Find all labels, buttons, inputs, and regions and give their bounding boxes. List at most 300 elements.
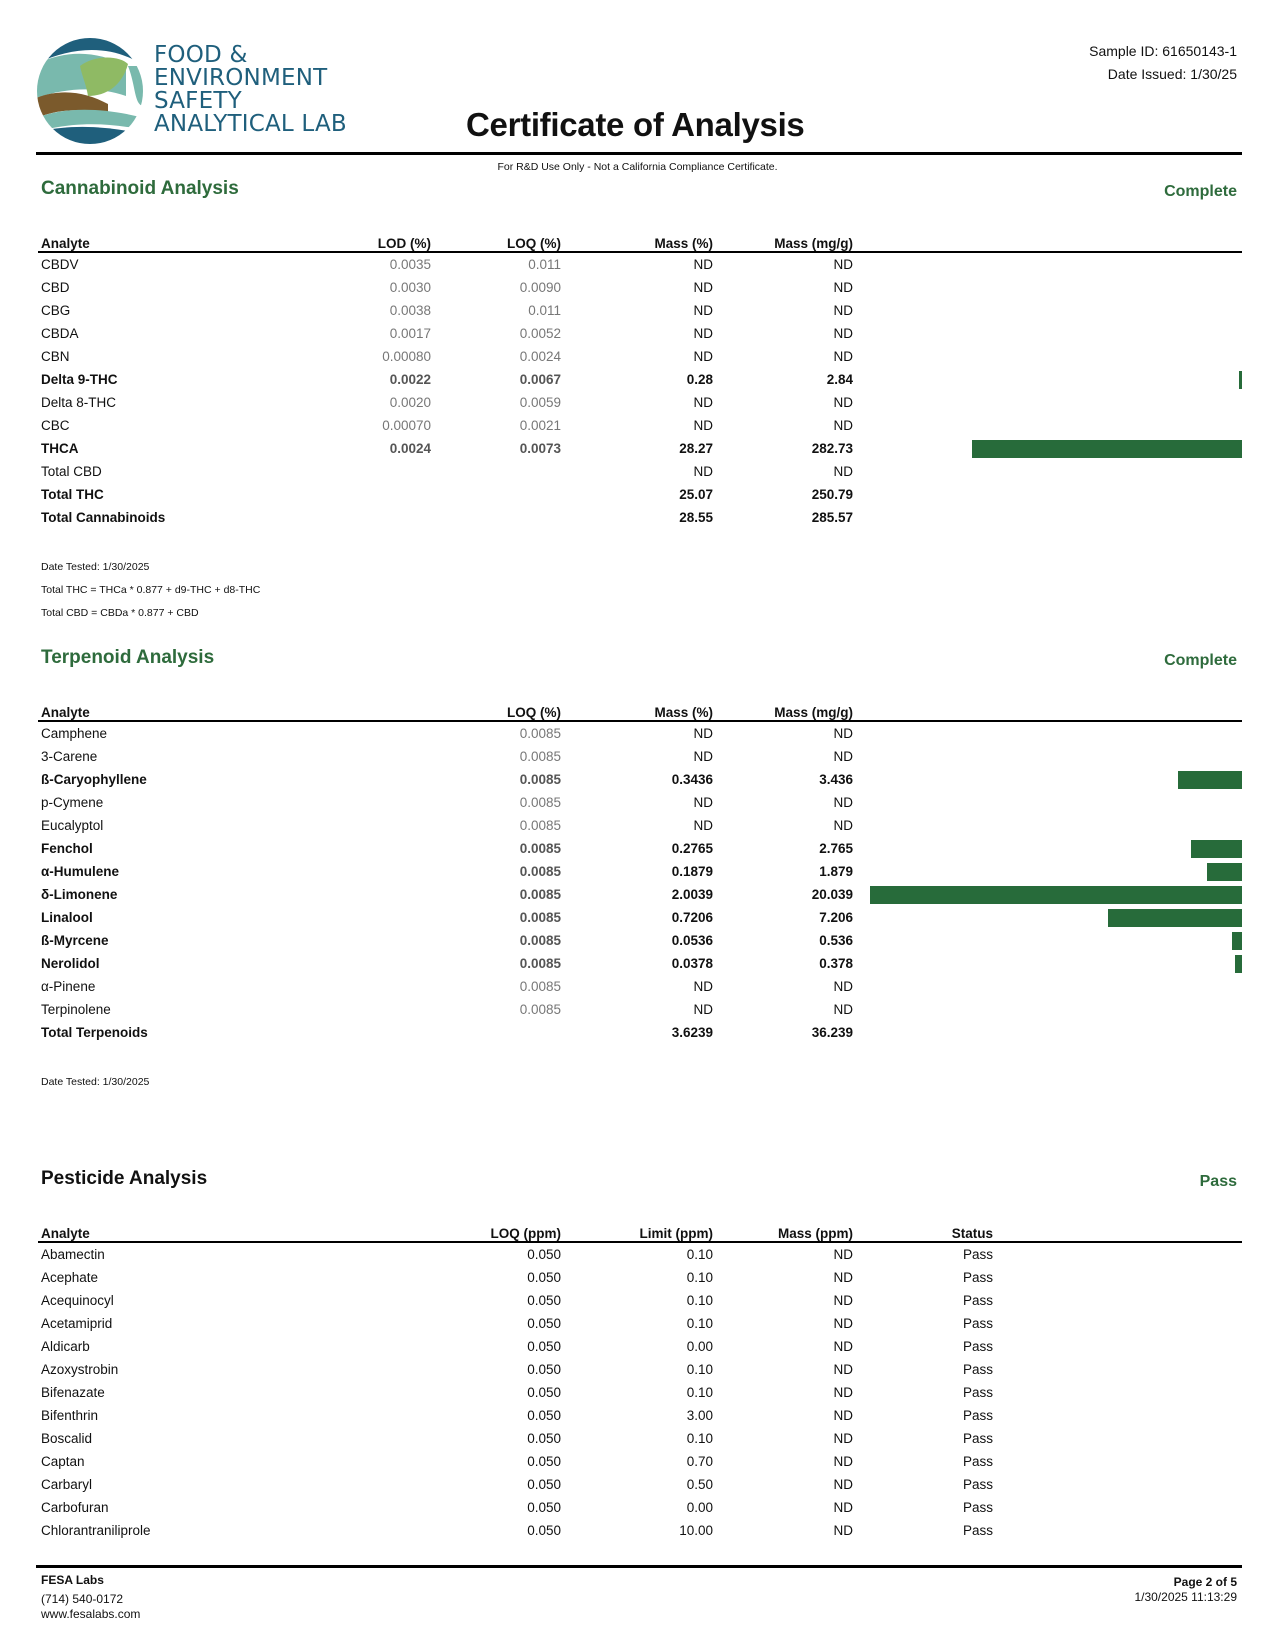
mass-percent: 2.0039: [671, 887, 713, 902]
bar-cell: [853, 437, 1242, 460]
mass-mg-per-g: 282.73: [811, 441, 853, 456]
sample-meta: [1089, 40, 1237, 86]
cannabinoid-bar: [1239, 371, 1242, 389]
bar-cell: [853, 506, 1242, 529]
status-value: Pass: [962, 1293, 993, 1308]
mass-mg-per-g: ND: [833, 726, 853, 741]
loq-value: 0.050: [527, 1293, 561, 1308]
loq-value: 0.0085: [519, 979, 561, 994]
terpenoid-bar: [1232, 932, 1242, 950]
cannabinoid-title: Cannabinoid Analysis: [41, 178, 239, 199]
cannabinoid-row: [38, 483, 1242, 506]
mass-mg-per-g: ND: [833, 418, 853, 433]
bar-cell: [853, 883, 1242, 906]
cannabinoid-row: [38, 368, 1242, 391]
bar-cell: [853, 929, 1242, 952]
mass-mg-per-g: ND: [833, 349, 853, 364]
status-value: Pass: [962, 1339, 993, 1354]
limit-value: 0.10: [686, 1385, 713, 1400]
lod-value: 0.0022: [389, 372, 431, 387]
analyte-name: CBDV: [41, 257, 79, 272]
analyte-name: 3-Carene: [41, 749, 98, 764]
bar-cell: [853, 791, 1242, 814]
mass-percent: ND: [693, 726, 713, 741]
limit-value: 0.10: [686, 1270, 713, 1285]
cannabinoid-table: [38, 229, 1242, 529]
mass-value: ND: [833, 1385, 853, 1400]
lod-value: 0.0030: [389, 280, 431, 295]
mass-percent: ND: [693, 280, 713, 295]
mass-value: ND: [833, 1316, 853, 1331]
terpenoid-row: [38, 929, 1242, 952]
status-value: Pass: [962, 1408, 993, 1423]
mass-mg-per-g: 2.84: [826, 372, 853, 387]
col-header: Mass (ppm): [713, 1219, 853, 1242]
analyte-name: Carbaryl: [41, 1477, 93, 1492]
mass-percent: 0.1879: [671, 864, 713, 879]
mass-mg-per-g: ND: [833, 326, 853, 341]
loq-value: 0.0085: [519, 726, 561, 741]
spacer: [993, 1427, 1242, 1450]
mass-mg-per-g: 285.57: [811, 510, 853, 525]
mass-value: ND: [833, 1477, 853, 1492]
status-value: Pass: [962, 1523, 993, 1538]
limit-value: 0.00: [686, 1339, 713, 1354]
pesticide-row: [38, 1381, 1242, 1404]
bar-cell: [853, 837, 1242, 860]
bar-cell: [853, 745, 1242, 768]
loq-value: 0.050: [527, 1270, 561, 1285]
mass-mg-per-g: ND: [833, 749, 853, 764]
analyte-name: Delta 9-THC: [41, 372, 118, 387]
mass-mg-per-g: ND: [833, 795, 853, 810]
mass-percent: ND: [693, 349, 713, 364]
mass-mg-per-g: ND: [833, 1002, 853, 1017]
pesticide-row: [38, 1404, 1242, 1427]
analyte-name: THCA: [41, 441, 79, 456]
footer-right: [1134, 1575, 1237, 1605]
spacer: [993, 1450, 1242, 1473]
loq-value: 0.0085: [519, 818, 561, 833]
limit-value: 0.10: [686, 1293, 713, 1308]
pesticide-title: Pesticide Analysis: [41, 1168, 208, 1189]
mass-value: ND: [833, 1431, 853, 1446]
cannabinoid-bar: [972, 440, 1242, 458]
terpenoid-bar: [1178, 771, 1242, 789]
footer-company: FESA Labs: [41, 1573, 104, 1587]
mass-value: ND: [833, 1247, 853, 1262]
limit-value: 10.00: [679, 1523, 713, 1538]
status-value: Pass: [962, 1270, 993, 1285]
mass-percent: ND: [693, 818, 713, 833]
terpenoid-row: [38, 883, 1242, 906]
mass-mg-per-g: 0.536: [819, 933, 853, 948]
status-value: Pass: [962, 1454, 993, 1469]
limit-value: 0.70: [686, 1454, 713, 1469]
col-header-bar: [853, 698, 1242, 721]
col-header: Mass (mg/g): [713, 698, 853, 721]
lod-value: [348, 483, 431, 506]
mass-mg-per-g: ND: [833, 979, 853, 994]
status-value: Pass: [962, 1431, 993, 1446]
analyte-name: CBD: [41, 280, 70, 295]
loq-value: 0.0085: [519, 933, 561, 948]
cannabinoid-row: [38, 437, 1242, 460]
analyte-name: Chlorantraniliprole: [41, 1523, 151, 1538]
pesticide-row: [38, 1266, 1242, 1289]
logo-line: ANALYTICAL LAB: [154, 111, 347, 137]
bar-cell: [853, 345, 1242, 368]
header-divider: [36, 152, 1242, 155]
spacer: [993, 1335, 1242, 1358]
date-issued: Date Issued: 1/30/25: [1107, 66, 1237, 82]
analyte-name: Fenchol: [41, 841, 93, 856]
mass-mg-per-g: 36.239: [811, 1025, 853, 1040]
mass-mg-per-g: ND: [833, 818, 853, 833]
loq-value: 0.0085: [519, 887, 561, 902]
analyte-name: α-Humulene: [41, 864, 120, 879]
loq-value: [431, 483, 561, 506]
bar-cell: [853, 276, 1242, 299]
cannabinoid-row: [38, 345, 1242, 368]
col-header: Limit (ppm): [561, 1219, 713, 1242]
analyte-name: Camphene: [41, 726, 108, 741]
cannabinoid-status: Complete: [1164, 183, 1237, 200]
mass-mg-per-g: ND: [833, 303, 853, 318]
loq-value: 0.011: [528, 303, 561, 318]
loq-value: 0.050: [527, 1362, 561, 1377]
footer-website[interactable]: www.fesalabs.com: [41, 1607, 141, 1621]
terpenoid-bar: [1235, 955, 1242, 973]
spacer: [993, 1266, 1242, 1289]
mass-mg-per-g: 3.436: [819, 772, 853, 787]
loq-value: 0.050: [527, 1339, 561, 1354]
loq-value: 0.050: [527, 1500, 561, 1515]
terpenoid-row: [38, 814, 1242, 837]
loq-value: 0.050: [527, 1431, 561, 1446]
terpenoid-bar: [870, 886, 1242, 904]
bar-cell: [853, 299, 1242, 322]
mass-percent: ND: [693, 418, 713, 433]
logo-line: FOOD &: [154, 42, 248, 68]
mass-percent: 25.07: [679, 487, 713, 502]
col-header: Mass (%): [561, 698, 713, 721]
cannabinoid-row: [38, 299, 1242, 322]
loq-value: 0.0090: [519, 280, 561, 295]
pesticide-row: [38, 1289, 1242, 1312]
col-header: LOQ (%): [431, 698, 561, 721]
mass-mg-per-g: ND: [833, 395, 853, 410]
analyte-name: Total Cannabinoids: [41, 510, 166, 525]
table-header-row: [38, 229, 1242, 252]
analyte-name: CBN: [41, 349, 70, 364]
loq-value: 0.0024: [519, 349, 561, 364]
col-header-bar: [853, 229, 1242, 252]
loq-value: 0.0085: [519, 1002, 561, 1017]
status-value: Pass: [962, 1316, 993, 1331]
loq-value: 0.011: [528, 257, 561, 272]
limit-value: 0.10: [686, 1247, 713, 1262]
pesticide-row: [38, 1473, 1242, 1496]
col-header: LOQ (ppm): [431, 1219, 561, 1242]
analyte-name: Abamectin: [41, 1247, 105, 1262]
lod-value: 0.00080: [382, 349, 431, 364]
loq-value: 0.0085: [519, 956, 561, 971]
loq-value: 0.0085: [519, 772, 561, 787]
status-value: Pass: [962, 1477, 993, 1492]
cannabinoid-row: [38, 414, 1242, 437]
lod-value: 0.0035: [389, 257, 431, 272]
pesticide-row: [38, 1312, 1242, 1335]
analyte-name: Acequinocyl: [41, 1293, 114, 1308]
limit-value: 0.10: [686, 1431, 713, 1446]
analyte-name: CBDA: [41, 326, 79, 341]
terpenoid-bar: [1191, 840, 1242, 858]
loq-value: [431, 506, 561, 529]
mass-percent: 28.27: [679, 441, 713, 456]
terpenoid-row: [38, 906, 1242, 929]
bar-cell: [853, 952, 1242, 975]
bar-cell: [853, 975, 1242, 998]
bar-cell: [853, 998, 1242, 1021]
analyte-name: Acephate: [41, 1270, 99, 1285]
spacer: [993, 1519, 1242, 1542]
cannabinoid-row: [38, 391, 1242, 414]
lod-value: 0.0017: [389, 326, 431, 341]
bar-cell: [853, 814, 1242, 837]
analyte-name: Acetamiprid: [41, 1316, 113, 1331]
analyte-name: Terpinolene: [41, 1002, 111, 1017]
loq-value: 0.0021: [519, 418, 561, 433]
spacer: [993, 1496, 1242, 1519]
col-header: LOQ (%): [431, 229, 561, 252]
lod-value: 0.0024: [389, 441, 431, 456]
mass-percent: ND: [693, 1002, 713, 1017]
mass-mg-per-g: ND: [833, 464, 853, 479]
footer-divider: [36, 1565, 1242, 1568]
mass-percent: ND: [693, 979, 713, 994]
loq-value: 0.0085: [519, 795, 561, 810]
mass-percent: 3.6239: [671, 1025, 713, 1040]
terpenoid-row: [38, 791, 1242, 814]
analyte-name: Bifenazate: [41, 1385, 105, 1400]
analyte-name: CBC: [41, 418, 70, 433]
limit-value: 0.00: [686, 1500, 713, 1515]
terpenoid-row: [38, 745, 1242, 768]
bar-cell: [853, 860, 1242, 883]
bar-cell: [853, 252, 1242, 276]
page-title: Certificate of Analysis: [466, 106, 805, 143]
loq-value: 0.050: [527, 1477, 561, 1492]
analyte-name: ß-Myrcene: [41, 933, 109, 948]
terpenoid-row: [38, 975, 1242, 998]
analyte-name: Bifenthrin: [41, 1408, 99, 1423]
spacer: [993, 1289, 1242, 1312]
loq-value: 0.0085: [519, 910, 561, 925]
pesticide-row: [38, 1450, 1242, 1473]
loq-value: 0.050: [527, 1385, 561, 1400]
terpenoid-bar: [1108, 909, 1242, 927]
pesticide-row: [38, 1427, 1242, 1450]
cannabinoid-row: [38, 460, 1242, 483]
pesticide-status: Pass: [1199, 1173, 1237, 1190]
status-value: Pass: [962, 1362, 993, 1377]
analyte-name: Linalool: [41, 910, 93, 925]
mass-percent: 0.3436: [671, 772, 713, 787]
bar-cell: [853, 368, 1242, 391]
col-header: Analyte: [38, 698, 431, 721]
col-header: Mass (%): [561, 229, 713, 252]
col-header: Analyte: [38, 229, 348, 252]
terpenoid-row: [38, 952, 1242, 975]
bar-cell: [853, 1021, 1242, 1044]
analyte-name: CBG: [41, 303, 71, 318]
analyte-name: Carbofuran: [41, 1500, 109, 1515]
cannabinoid-row: [38, 322, 1242, 345]
mass-value: ND: [833, 1454, 853, 1469]
spacer: [993, 1312, 1242, 1335]
mass-percent: ND: [693, 326, 713, 341]
logo-line: ENVIRONMENT: [154, 65, 328, 91]
mass-value: ND: [833, 1408, 853, 1423]
loq-value: 0.0052: [519, 326, 561, 341]
loq-value: 0.0085: [519, 864, 561, 879]
terpenoid-title: Terpenoid Analysis: [41, 647, 215, 668]
analyte-name: Nerolidol: [41, 956, 100, 971]
mass-percent: ND: [693, 257, 713, 272]
loq-value: 0.050: [527, 1523, 561, 1538]
bar-cell: [853, 322, 1242, 345]
analyte-name: Azoxystrobin: [41, 1362, 119, 1377]
lod-value: 0.00070: [382, 418, 431, 433]
total-thc-formula: Total THC = THCa * 0.877 + d9-THC + d8-THC: [41, 584, 261, 596]
terpenoid-table: [38, 698, 1242, 1044]
lod-value: 0.0020: [389, 395, 431, 410]
table-header-row: [38, 1219, 1242, 1242]
mass-mg-per-g: 250.79: [811, 487, 853, 502]
mass-value: ND: [833, 1500, 853, 1515]
limit-value: 3.00: [686, 1408, 713, 1423]
mass-percent: ND: [693, 749, 713, 764]
spacer: [993, 1381, 1242, 1404]
col-header: LOD (%): [348, 229, 431, 252]
mass-mg-per-g: 2.765: [819, 841, 853, 856]
mass-percent: 0.7206: [671, 910, 713, 925]
spacer: [993, 1242, 1242, 1266]
analyte-name: Eucalyptol: [41, 818, 104, 833]
lod-value: 0.0038: [389, 303, 431, 318]
col-header: Analyte: [38, 1219, 431, 1242]
loq-value: 0.050: [527, 1454, 561, 1469]
cannabinoid-row: [38, 276, 1242, 299]
pesticide-row: [38, 1242, 1242, 1266]
status-value: Pass: [962, 1385, 993, 1400]
mass-mg-per-g: 1.879: [819, 864, 853, 879]
analyte-name: α-Pinene: [41, 979, 96, 994]
col-header: Mass (mg/g): [713, 229, 853, 252]
mass-percent: 0.0378: [671, 956, 713, 971]
bar-cell: [853, 906, 1242, 929]
limit-value: 0.10: [686, 1316, 713, 1331]
bar-cell: [853, 721, 1242, 745]
bar-cell: [853, 768, 1242, 791]
limit-value: 0.10: [686, 1362, 713, 1377]
footer-phone: (714) 540-0172: [41, 1592, 124, 1606]
loq-value: 0.050: [527, 1316, 561, 1331]
cannabinoid-date-tested: Date Tested: 1/30/2025: [41, 561, 150, 573]
analyte-name: Total Terpenoids: [41, 1025, 148, 1040]
pesticide-row: [38, 1519, 1242, 1542]
footer-left: [41, 1573, 140, 1622]
mass-percent: ND: [693, 464, 713, 479]
loq-value: 0.0067: [519, 372, 561, 387]
cannabinoid-row: [38, 506, 1242, 529]
terpenoid-row: [38, 860, 1242, 883]
terpenoid-date-tested: Date Tested: 1/30/2025: [41, 1076, 150, 1088]
bar-cell: [853, 483, 1242, 506]
analyte-name: Aldicarb: [41, 1339, 90, 1354]
footer-timestamp: 1/30/2025 11:13:29: [1134, 1590, 1237, 1604]
total-cbd-formula: Total CBD = CBDa * 0.877 + CBD: [41, 607, 199, 619]
mass-mg-per-g: ND: [833, 280, 853, 295]
mass-percent: 28.55: [679, 510, 713, 525]
lod-value: [348, 506, 431, 529]
mass-percent: 0.28: [686, 372, 713, 387]
analyte-name: Delta 8-THC: [41, 395, 117, 410]
mass-percent: 0.0536: [671, 933, 713, 948]
mass-value: ND: [833, 1293, 853, 1308]
col-header: Status: [853, 1219, 993, 1242]
loq-value: 0.050: [527, 1247, 561, 1262]
analyte-name: Boscalid: [41, 1431, 93, 1446]
mass-value: ND: [833, 1523, 853, 1538]
mass-value: ND: [833, 1270, 853, 1285]
pesticide-row: [38, 1335, 1242, 1358]
col-header-spacer: [993, 1219, 1242, 1242]
terpenoid-row: [38, 1021, 1242, 1044]
loq-value: 0.0059: [519, 395, 561, 410]
mass-percent: ND: [693, 303, 713, 318]
disclaimer: For R&D Use Only - Not a California Compliance Certificate.: [497, 161, 778, 173]
lab-logo-text: [154, 44, 347, 136]
bar-cell: [853, 414, 1242, 437]
status-value: Pass: [962, 1500, 993, 1515]
terpenoid-row: [38, 998, 1242, 1021]
spacer: [993, 1404, 1242, 1427]
pesticide-row: [38, 1496, 1242, 1519]
terpenoid-row: [38, 721, 1242, 745]
mass-mg-per-g: 20.039: [811, 887, 853, 902]
loq-value: [431, 460, 561, 483]
analyte-name: ß-Caryophyllene: [41, 772, 147, 787]
mass-value: ND: [833, 1339, 853, 1354]
mass-percent: ND: [693, 395, 713, 410]
analyte-name: δ-Limonene: [41, 887, 118, 902]
mass-mg-per-g: 0.378: [819, 956, 853, 971]
spacer: [993, 1473, 1242, 1496]
limit-value: 0.50: [686, 1477, 713, 1492]
mass-mg-per-g: 7.206: [819, 910, 853, 925]
mass-percent: ND: [693, 795, 713, 810]
pesticide-table: [38, 1219, 1242, 1542]
logo-line: SAFETY: [154, 88, 242, 114]
terpenoid-row: [38, 768, 1242, 791]
mass-percent: 0.2765: [671, 841, 713, 856]
analyte-name: Total THC: [41, 487, 104, 502]
sample-id: Sample ID: 61650143-1: [1089, 43, 1237, 59]
loq-value: [431, 1021, 561, 1044]
analyte-name: Total CBD: [41, 464, 102, 479]
